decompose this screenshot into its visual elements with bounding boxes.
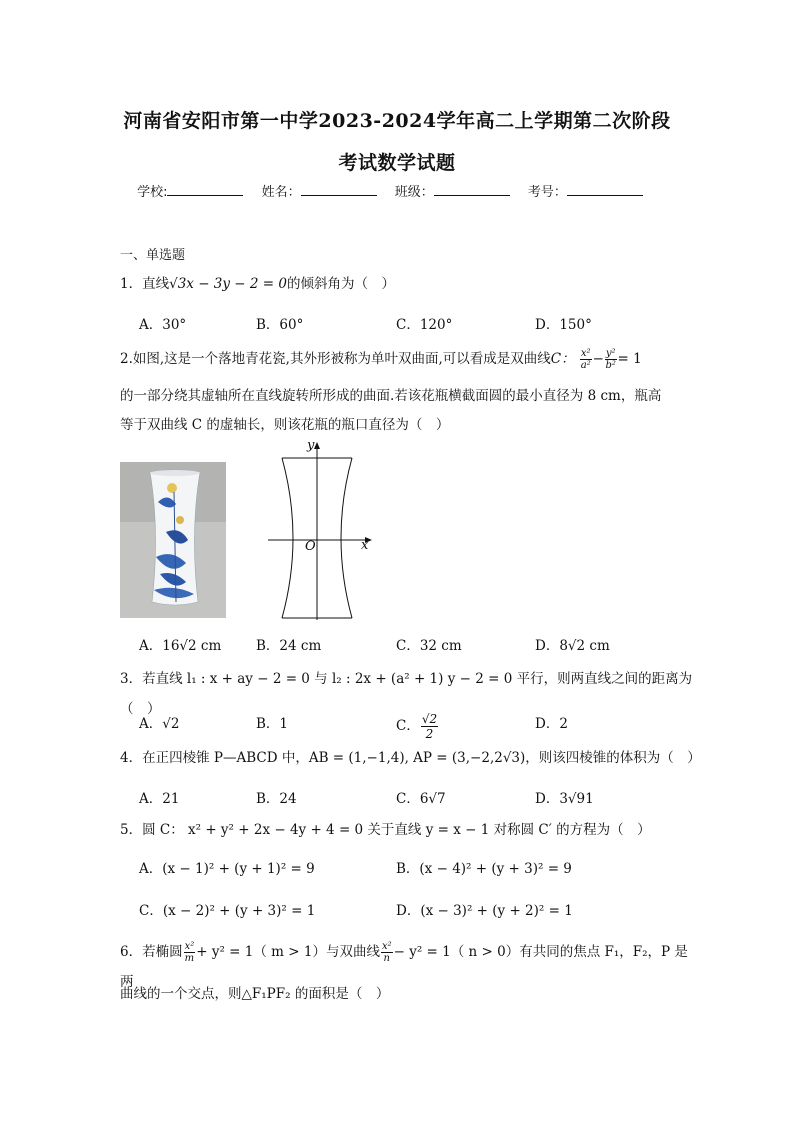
q2-text-1: 2.如图,这是一个落地青花瓷,其外形被称为单叶双曲面,可以看成是双曲线: [120, 351, 551, 367]
q2-option-d: D．8√2 cm: [535, 638, 610, 654]
q4-option-d: D．3√91: [535, 791, 594, 807]
q5-option-b: B．(x − 4)² + (y + 3)² = 9: [396, 861, 572, 877]
q2-frac-y: $\frac{\text{y²}}{\text{b²}}$: [605, 348, 616, 371]
class-blank: [434, 183, 510, 196]
question-2-line-2: 的一部分绕其虚轴所在直线旋转所形成的曲面.若该花瓶横截面圆的最小直径为 8 cm，瓶高: [120, 388, 662, 404]
q1-option-b: B．60°: [256, 317, 304, 333]
school-label: 学校:: [137, 185, 168, 200]
left-branch: [282, 458, 293, 618]
class-label: 班级：: [394, 185, 434, 200]
page-title-line-2: 考试数学试题: [338, 152, 456, 174]
q5-option-d: D．(x − 3)² + (y + 2)² = 1: [396, 903, 573, 919]
q1-option-d: D．150°: [535, 317, 592, 333]
question-2-line-1: 2.如图,这是一个落地青花瓷,其外形被称为单叶双曲面,可以看成是双曲线C： $\frac{\text{x²}}{\text{a²}}$ − $\frac{\text{y²}}{\text{b²}}$ = 1: [120, 348, 642, 371]
question-5: 5．圆 C： x² + y² + 2x − 4y + 4 = 0 关于直线 y = x − 1 对称圆 C′ 的方程为（ ）: [120, 822, 651, 838]
student-info-line: [0, 181, 794, 200]
q3-option-b: B．1: [256, 716, 289, 732]
q3-option-a: A．√2: [139, 716, 180, 732]
right-branch: [341, 458, 352, 618]
x-axis-label: x: [361, 538, 369, 553]
q4-option-a: A．21: [139, 791, 180, 807]
q2-option-b: B．24 cm: [256, 638, 322, 654]
q4-option-c: C．6√7: [396, 791, 446, 807]
question-1: [120, 269, 680, 299]
q3-option-c-label: C．: [396, 718, 420, 734]
q3-option-c: [396, 712, 439, 741]
q1-suffix: 的倾斜角为（ ）: [286, 276, 395, 292]
q4-option-b: B．24: [256, 791, 297, 807]
q5-option-c: C．(x − 2)² + (y + 3)² = 1: [139, 903, 316, 919]
page-title-line-1: 河南省安阳市第一中学2023-2024学年高二上学期第二次阶段: [123, 110, 671, 132]
school-blank: [167, 183, 243, 196]
q5-option-a: A．(x − 1)² + (y + 1)² = 9: [139, 861, 315, 877]
question-3: 3．若直线 l₁ : x + ay − 2 = 0 与 l₂ : 2x + (a² + 1) y − 2 = 0 平行，则两直线之间的距离为（ ）: [120, 671, 693, 717]
y-axis-arrow-icon: [314, 442, 320, 449]
q6-text-3: − y² = 1（ n > 0）有共同的焦点 F₁，F₂，P 是两: [120, 944, 688, 990]
q2-option-c: C．32 cm: [396, 638, 462, 654]
q2-curve-name: C：: [550, 351, 575, 367]
vase-icon: [120, 462, 226, 618]
q3-c-num: √2: [421, 712, 438, 726]
q2-option-a: A．16√2 cm: [139, 638, 222, 654]
q1-equation: √3x − 3y − 2 = 0: [169, 276, 287, 292]
name-blank: [301, 183, 377, 196]
vase-photo: [120, 462, 226, 618]
q6-frac-m: $\frac{\text{x²}}{m}$: [184, 941, 195, 964]
question-2-line-3: 等于双曲线 C 的虚轴长，则该花瓶的瓶口直径为（ ）: [120, 417, 450, 433]
y-axis-label: y: [307, 438, 315, 453]
section-heading: 一、单选题: [120, 248, 186, 263]
question-6-line-2: 曲线的一个交点，则△F₁PF₂ 的面积是（ ）: [120, 986, 390, 1002]
id-blank: [567, 183, 643, 196]
q6-text-2: + y² = 1（ m > 1）与双曲线: [196, 944, 380, 960]
q3-option-c-frac: [421, 712, 438, 741]
q6-text-1: 6．若椭圆: [120, 944, 183, 960]
q1-prefix: 1．直线: [120, 276, 170, 292]
origin-label: O: [305, 539, 316, 554]
id-label: 考号：: [527, 185, 567, 200]
name-label: 姓名：: [261, 185, 301, 200]
q1-option-c: C．120°: [396, 317, 453, 333]
q1-option-a: A．30°: [139, 317, 187, 333]
q6-frac-n: $\frac{\text{x²}}{n}$: [381, 941, 392, 964]
q2-frac-x: $\frac{\text{x²}}{\text{a²}}$: [580, 348, 591, 371]
q3-c-den: 2: [425, 727, 434, 741]
hyperbola-diagram: [262, 438, 378, 624]
q3-option-d: D．2: [535, 716, 568, 732]
question-4: 4．在正四棱锥 P—ABCD 中，AB = (1,−1,4), AP = (3,−2,2√3)，则该四棱锥的体积为（ ）: [120, 750, 701, 766]
